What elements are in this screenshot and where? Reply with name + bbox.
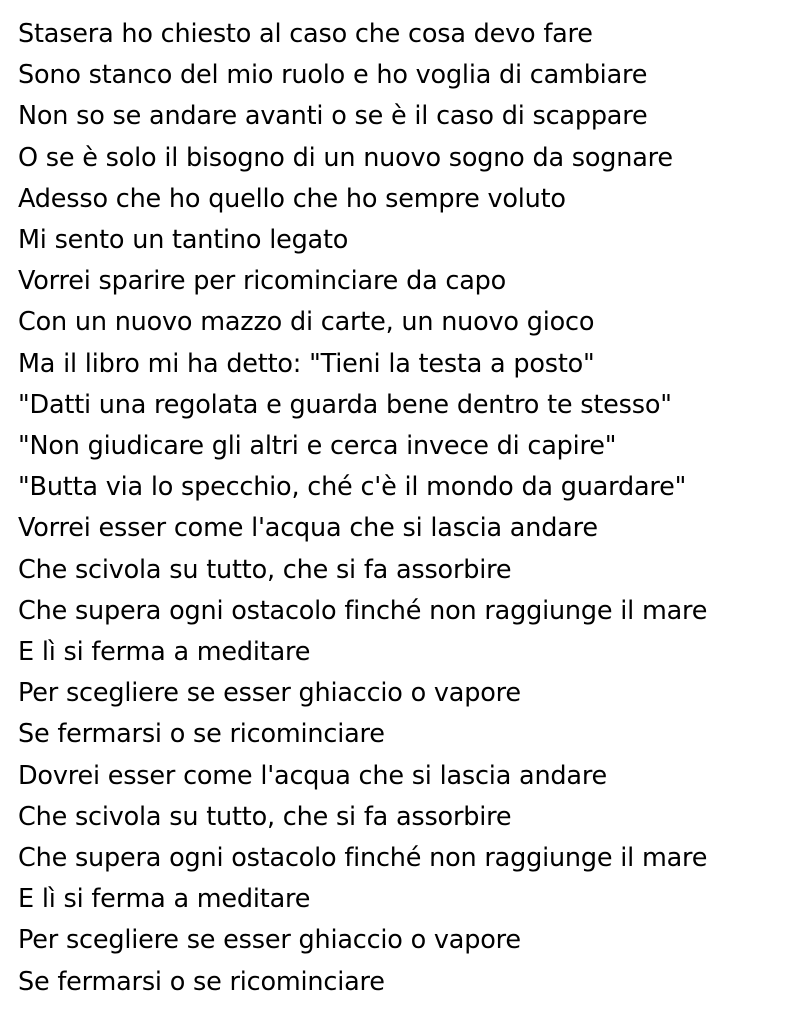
lyric-line: Dovrei esser come l'acqua che si lascia andare bbox=[18, 760, 608, 791]
lyric-line: Vorrei esser come l'acqua che si lascia andare bbox=[18, 513, 598, 544]
lyric-line: Se fermarsi o se ricominciare bbox=[18, 966, 385, 997]
lyric-line: Adesso che ho quello che ho sempre voluto bbox=[18, 183, 566, 214]
lyric-line: Che scivola su tutto, che si fa assorbire bbox=[18, 801, 512, 832]
lyric-line: Con un nuovo mazzo di carte, un nuovo gioco bbox=[18, 307, 595, 338]
lyric-line: Mi sento un tantino legato bbox=[18, 225, 349, 256]
lyric-line: Vorrei sparire per ricominciare da capo bbox=[18, 266, 507, 297]
lyric-line: "Butta via lo specchio, ché c'è il mondo da guardare" bbox=[18, 472, 687, 503]
lyric-line: E lì si ferma a meditare bbox=[18, 637, 311, 668]
lyric-line: Se fermarsi o se ricominciare bbox=[18, 719, 385, 750]
lyric-line: Ma il libro mi ha detto: "Tieni la testa a posto" bbox=[18, 348, 595, 379]
lyric-line: Sono stanco del mio ruolo e ho voglia di cambiare bbox=[18, 60, 648, 91]
lyric-line: "Non giudicare gli altri e cerca invece di capire" bbox=[18, 431, 617, 462]
lyric-line: Stasera ho chiesto al caso che cosa devo fare bbox=[18, 19, 593, 49]
lyric-line: Che supera ogni ostacolo finché non raggiunge il mare bbox=[18, 843, 708, 874]
lyric-line: Per scegliere se esser ghiaccio o vapore bbox=[18, 925, 521, 956]
lyric-line: Per scegliere se esser ghiaccio o vapore bbox=[18, 678, 521, 709]
lyric-line: O se è solo il bisogno di un nuovo sogno da sognare bbox=[18, 142, 673, 173]
lyric-line: E lì si ferma a meditare bbox=[18, 884, 311, 915]
lyric-line: Non so se andare avanti o se è il caso di scappare bbox=[18, 101, 648, 132]
lyric-line: Che supera ogni ostacolo finché non raggiunge il mare bbox=[18, 595, 708, 626]
lyric-line: Che scivola su tutto, che si fa assorbire bbox=[18, 554, 512, 585]
lyric-line: "Datti una regolata e guarda bene dentro te stesso" bbox=[18, 389, 672, 420]
